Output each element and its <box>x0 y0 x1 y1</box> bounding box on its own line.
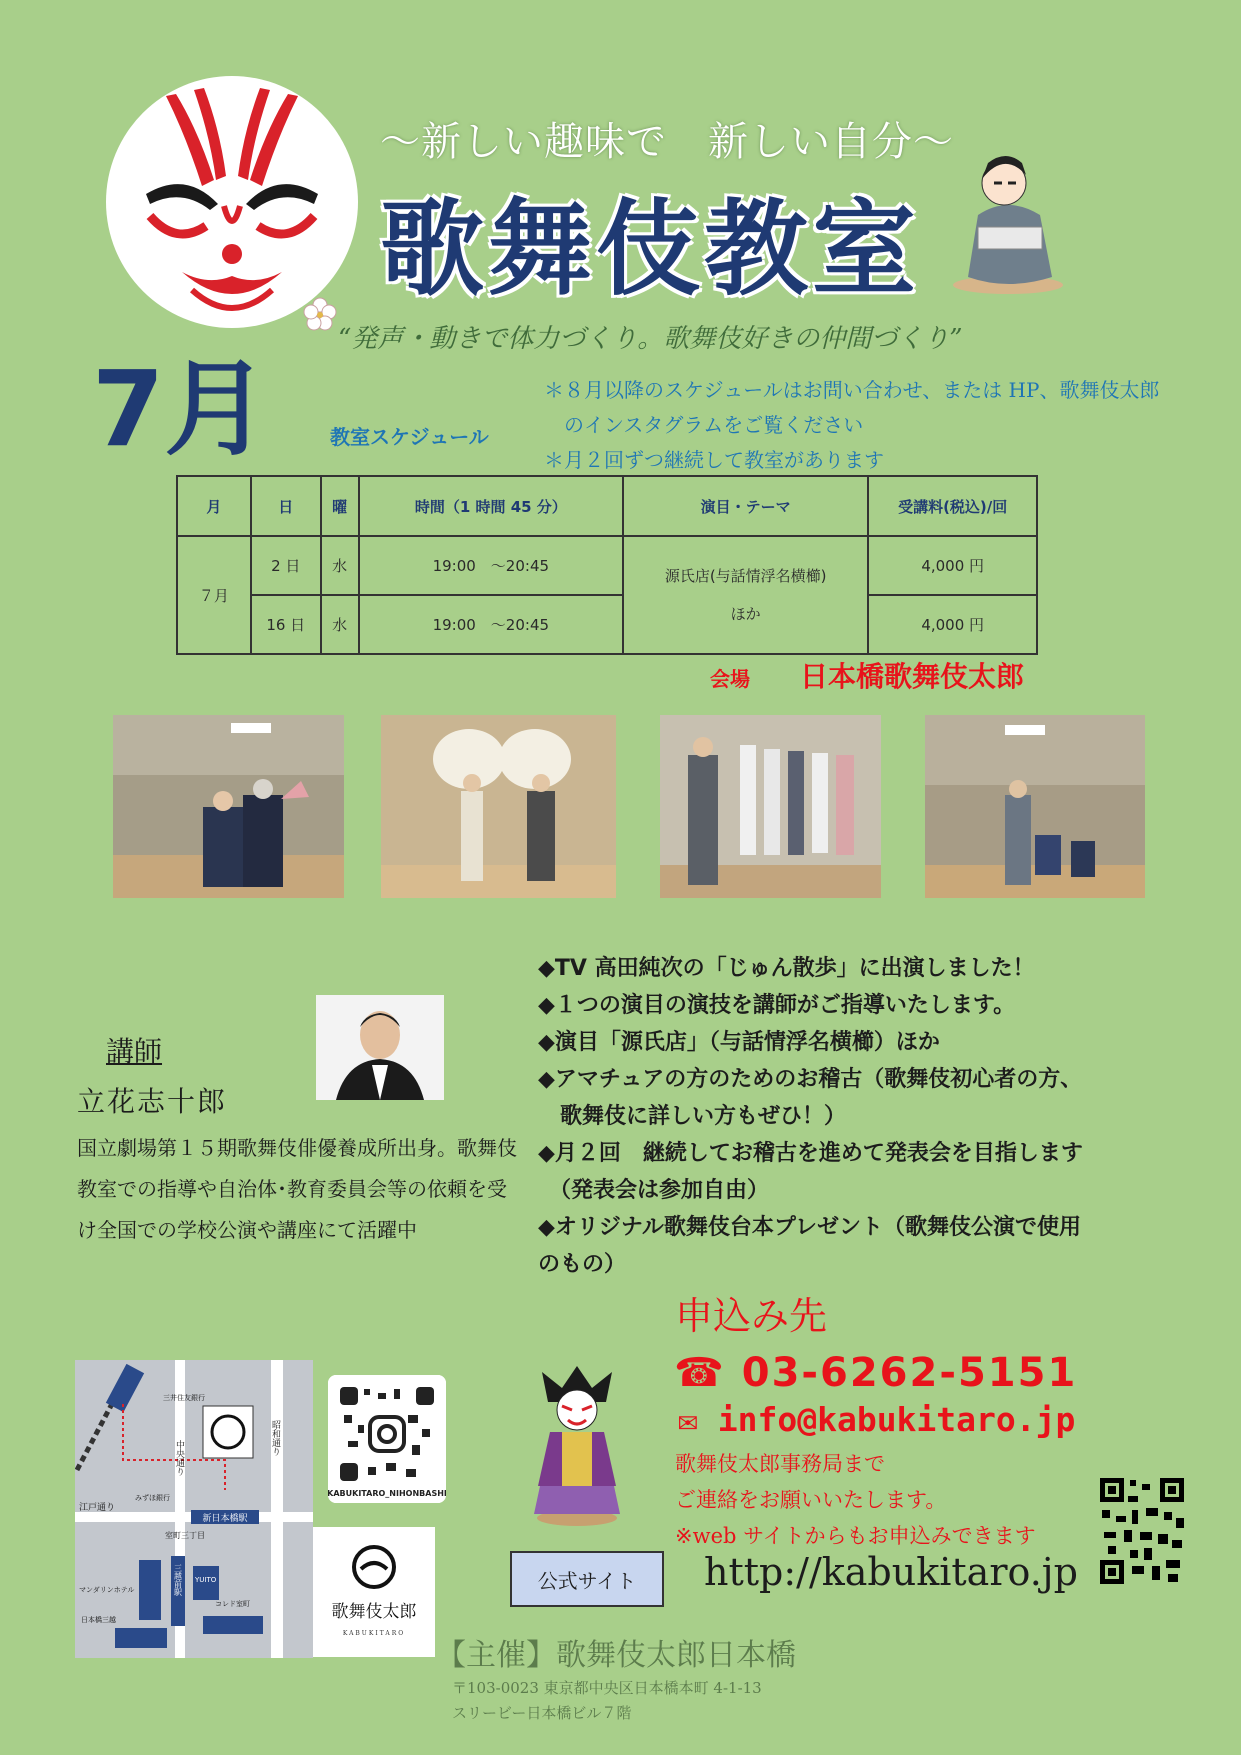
day-cell: 2 日 <box>251 536 321 595</box>
kabukitaro-logo <box>313 1527 435 1657</box>
month-cell: ７月 <box>177 536 251 654</box>
table-row <box>177 595 1037 654</box>
list-item: ◆演目「源氏店」（与話情浮名横櫛）ほか <box>538 1030 940 1055</box>
map-label: 日本橋三越 <box>81 1616 116 1624</box>
class-photo <box>660 715 881 898</box>
class-photo <box>925 715 1145 898</box>
month-heading: 7月 <box>92 348 269 470</box>
list-item: のもの） <box>538 1252 627 1277</box>
program-title: 源氏店(与話情浮名横櫛) <box>664 567 827 585</box>
class-photo <box>381 715 616 898</box>
fee-cell: 4,000 円 <box>868 536 1037 595</box>
table-row <box>177 536 1037 595</box>
column-header: 日 <box>251 476 321 536</box>
phone-text: 03-6262-5151 <box>741 1350 1078 1396</box>
logo-subtext: KABUKITARO <box>342 1630 406 1637</box>
map-label: YUITO <box>195 1576 217 1584</box>
instagram-qr-code[interactable] <box>328 1375 446 1503</box>
phone-number[interactable] <box>674 1350 1077 1396</box>
time-cell: 19:00 〜20:45 <box>359 536 623 595</box>
host-address <box>452 1676 762 1726</box>
lecturer-portrait <box>316 995 444 1100</box>
website-link[interactable]: http://kabukitaro.jp <box>704 1550 1078 1594</box>
list-item: 歌舞伎に詳しい方もぜひ！） <box>538 1104 847 1129</box>
weekday-cell: 水 <box>321 536 359 595</box>
class-photo <box>113 715 344 898</box>
access-map <box>75 1360 313 1658</box>
instagram-handle: KABUKITARO_NIHONBASHI <box>328 1489 446 1498</box>
feature-list <box>538 950 1178 1283</box>
address-line: スリービー日本橋ビル７階 <box>452 1704 632 1722</box>
column-header: 曜 <box>321 476 359 536</box>
kabuki-actor-illustration <box>948 145 1068 295</box>
list-item: ◆アマチュアの方のためのお稽古（歌舞伎初心者の方、 <box>538 1067 1083 1092</box>
program-more: ほか <box>730 605 761 623</box>
note-line: のインスタグラムをご覧ください <box>544 413 864 437</box>
apply-note-line: ご連絡をお願いいたします。 <box>675 1488 947 1512</box>
map-label: コレド室町 <box>215 1600 250 1608</box>
program-cell <box>623 536 868 654</box>
venue-name: 日本橋歌舞伎太郎 <box>800 660 1025 693</box>
map-label: 三越前駅 <box>173 1564 183 1596</box>
list-item: ◆オリジナル歌舞伎台本プレゼント（歌舞伎公演で使用 <box>538 1215 1081 1240</box>
apply-note-line: 歌舞伎太郎事務局まで <box>675 1452 885 1476</box>
kumadori-mask-logo <box>106 76 358 328</box>
map-label: みずほ銀行 <box>135 1494 170 1502</box>
email-address[interactable] <box>678 1400 1075 1439</box>
column-header: 受講料(税込)/回 <box>868 476 1037 536</box>
column-header: 月 <box>177 476 251 536</box>
schedule-label: 教室スケジュール <box>330 425 489 449</box>
kabuki-character-illustration <box>522 1358 632 1528</box>
note-line: ＊月２回ずつ継続して教室があります <box>544 448 884 472</box>
table-header-row <box>177 476 1037 536</box>
day-cell: 16 日 <box>251 595 321 654</box>
website-qr-code[interactable] <box>1098 1476 1186 1586</box>
map-label: マンダリンホテル <box>79 1586 135 1594</box>
lecturer-label: 講師 <box>106 1035 163 1068</box>
logo-text: 歌舞伎太郎 <box>331 1602 417 1622</box>
lecturer-bio: 国立劇場第１５期歌舞伎俳優養成所出身。歌舞伎教室での指導や自治体･教育委員会等の依頼を受け全国での学校公演や講座にて活躍中 <box>77 1136 517 1242</box>
column-header: 時間（1 時間 45 分） <box>359 476 623 536</box>
apply-note <box>675 1446 1036 1554</box>
list-item: ◆月２回 継続してお稽古を進めて発表会を目指します <box>538 1141 1083 1166</box>
map-label: 新日本橋駅 <box>202 1514 248 1524</box>
official-site-button[interactable]: 公式サイト <box>510 1551 664 1607</box>
schedule-table <box>176 475 1038 655</box>
page-title: 歌舞伎教室 <box>380 188 921 310</box>
fee-cell: 4,000 円 <box>868 595 1037 654</box>
note-line: ＊８月以降のスケジュールはお問い合わせ、または HP、歌舞伎太郎 <box>544 378 1160 402</box>
email-text: info@kabukitaro.jp <box>717 1400 1076 1439</box>
list-item: ◆１つの演目の演技を講師がご指導いたします。 <box>538 993 1016 1018</box>
map-label: 中央通り <box>174 1440 184 1476</box>
plum-blossom-icon <box>300 294 340 334</box>
host-title: 【主催】歌舞伎太郎日本橋 <box>436 1638 796 1673</box>
list-item: （発表会は参加自由） <box>538 1178 770 1203</box>
apply-title: 申込み先 <box>675 1294 828 1338</box>
map-label: 三井住友銀行 <box>163 1394 205 1402</box>
map-label: 昭和通り <box>270 1420 280 1456</box>
column-header: 演目・テーマ <box>623 476 868 536</box>
lecturer-name: 立花志十郎 <box>77 1085 228 1118</box>
tagline: 〜新しい趣味で 新しい自分〜 <box>380 119 954 165</box>
map-label: 江戸通り <box>79 1503 116 1513</box>
schedule-notes <box>544 373 1159 478</box>
apply-note-line: ※web サイトからもお申込みできます <box>675 1524 1036 1548</box>
list-item: ◆TV 高田純次の「じゅん散歩」に出演しました！ <box>538 956 1035 981</box>
weekday-cell: 水 <box>321 595 359 654</box>
mail-icon: ✉ <box>678 1400 718 1439</box>
venue-label: 会場 <box>710 667 750 691</box>
map-label: 室町三丁目 <box>165 1531 205 1540</box>
time-cell: 19:00 〜20:45 <box>359 595 623 654</box>
subtitle: “発声・動きで体力づくり。歌舞伎好きの仲間づくり” <box>338 324 963 354</box>
phone-icon: ☎ <box>674 1350 742 1396</box>
address-line: 〒103-0023 東京都中央区日本橋本町 4-1-13 <box>452 1679 762 1697</box>
